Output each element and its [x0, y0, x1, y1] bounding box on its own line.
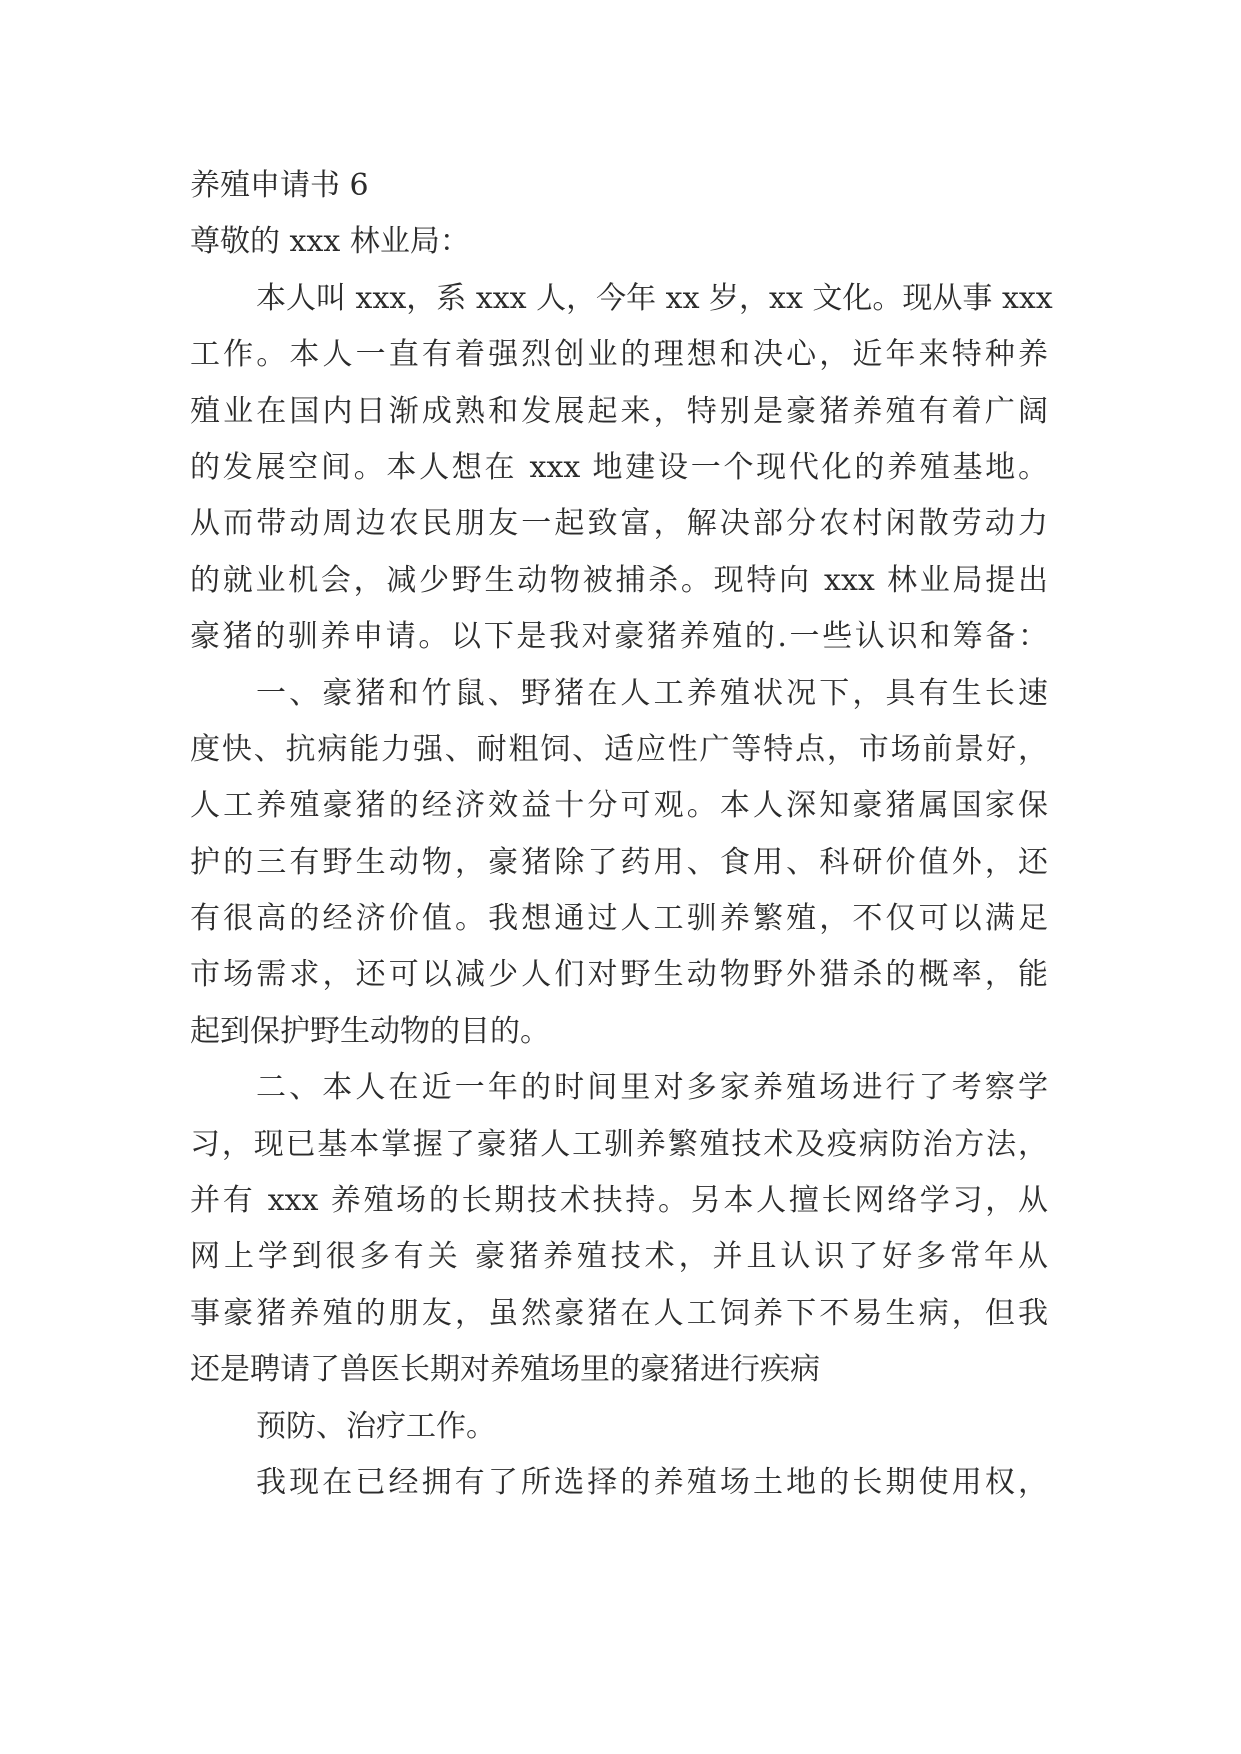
paragraph-line: 市场需求，还可以减少人们对野生动物野外猎杀的概率，能: [190, 957, 1048, 993]
paragraph-line: 有很高的经济价值。我想通过人工驯养繁殖，不仅可以满足: [190, 901, 1048, 937]
document-body: [190, 158, 1053, 1511]
salutation: 尊敬的 xxx 林业局：: [190, 224, 470, 260]
paragraph-line: 习，现已基本掌握了豪猪人工驯养繁殖技术及疫病防治方法，: [190, 1126, 1048, 1162]
paragraph-line: 本人叫 xxx，系 xxx 人，今年 xx 岁，xx 文化。现从事 xxx: [256, 280, 1053, 316]
paragraph-line: 一、豪猪和竹鼠、野猪在人工养殖状况下，具有生长速: [256, 675, 1048, 711]
paragraph-line: 的就业机会，减少野生动物被捕杀。现特向 xxx 林业局提出: [190, 562, 1048, 598]
paragraph-line: 殖业在国内日渐成熟和发展起来，特别是豪猪养殖有着广阔: [190, 393, 1048, 429]
paragraph-line: 豪猪的驯养申请。以下是我对豪猪养殖的.一些认识和筹备：: [190, 619, 1048, 655]
paragraph-line: 工作。本人一直有着强烈创业的理想和决心，近年来特种养: [190, 337, 1048, 373]
paragraph-line: 并有 xxx 养殖场的长期技术扶持。另本人擅长网络学习，从: [190, 1183, 1048, 1219]
paragraph-line: 从而带动周边农民朋友一起致富，解决部分农村闲散劳动力: [190, 506, 1048, 542]
paragraph-line: 事豪猪养殖的朋友，虽然豪猪在人工饲养下不易生病，但我: [190, 1295, 1048, 1331]
paragraph-line: 起到保护野生动物的目的。: [190, 1013, 550, 1049]
paragraph-line: 二、本人在近一年的时间里对多家养殖场进行了考察学: [256, 1070, 1048, 1106]
paragraph-line: 还是聘请了兽医长期对养殖场里的豪猪进行疾病: [190, 1352, 820, 1388]
document-title: 养殖申请书 6: [190, 168, 369, 203]
paragraph-line: 护的三有野生动物，豪猪除了药用、食用、科研价值外，还: [190, 844, 1048, 880]
paragraph-line: 我现在已经拥有了所选择的养殖场土地的长期使用权，: [256, 1464, 1048, 1500]
paragraph-line: 人工养殖豪猪的经济效益十分可观。本人深知豪猪属国家保: [190, 788, 1048, 824]
paragraph-line: 预防、治疗工作。: [256, 1408, 496, 1444]
paragraph-line: 网上学到很多有关 豪猪养殖技术，并且认识了好多常年从: [190, 1239, 1048, 1275]
paragraph-line: 的发展空间。本人想在 xxx 地建设一个现代化的养殖基地。: [190, 449, 1048, 485]
paragraph-line: 度快、抗病能力强、耐粗饲、适应性广等特点，市场前景好，: [190, 731, 1048, 767]
